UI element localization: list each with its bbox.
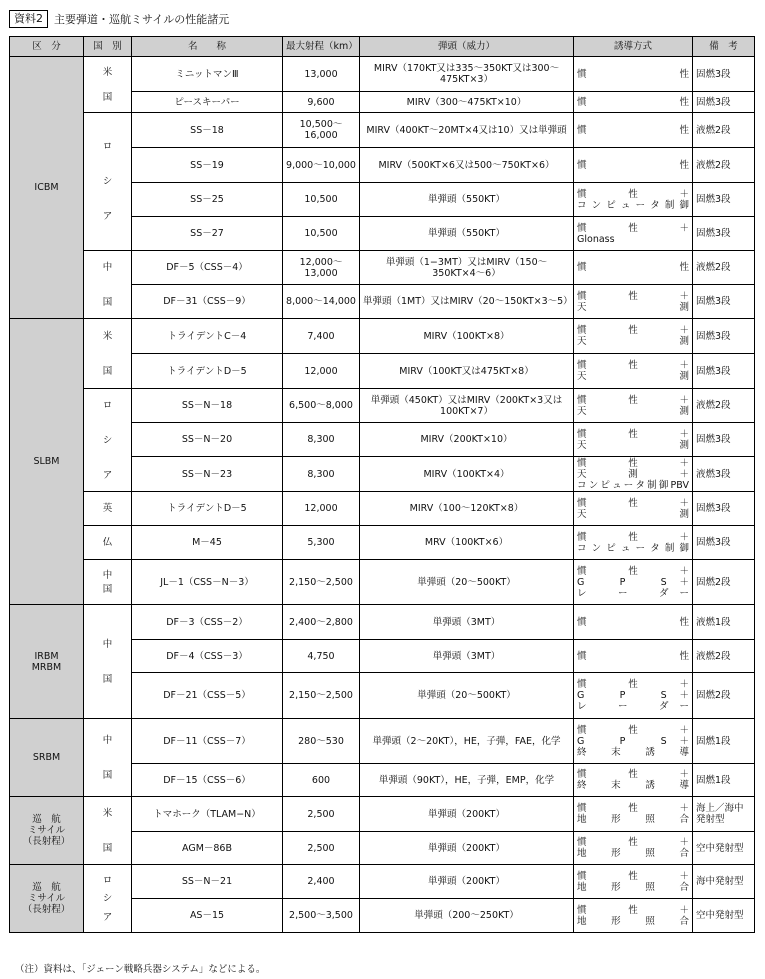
remarks-cell: 液燃2段 <box>693 251 755 285</box>
category-cell: ICBM <box>10 57 84 319</box>
warhead-cell: 単弾頭（200KT） <box>360 865 574 899</box>
category-cell: 巡 航 ミサイル （長射程） <box>10 797 84 865</box>
guidance-cell: 慣 性 ＋ コンピュータ制御 <box>574 526 693 560</box>
guidance-cell: 慣 性 ＋ 天 測 <box>574 354 693 389</box>
guidance-cell: 慣 性 ＋ 天 測 ＋ コンピュータ制御PBV <box>574 457 693 492</box>
missile-name-cell: SS－27 <box>132 217 283 251</box>
country-cell: ロ シ ア <box>84 389 132 492</box>
country-cell: 米 国 <box>84 319 132 389</box>
remarks-cell: 海上／海中発射型 <box>693 797 755 832</box>
range-cell: 8,300 <box>283 457 360 492</box>
range-cell: 600 <box>283 764 360 797</box>
guidance-cell: 慣 性 ＋ G P S ＋ レ ー ダ ー <box>574 673 693 719</box>
range-cell: 280〜530 <box>283 719 360 764</box>
table-row <box>10 319 755 354</box>
missile-name-cell: SS－N－23 <box>132 457 283 492</box>
range-cell: 8,300 <box>283 423 360 457</box>
country-cell: 中 国 <box>84 719 132 797</box>
country-cell: ロ シ ア <box>84 113 132 251</box>
guidance-cell: 慣 性 ＋ Glonass <box>574 217 693 251</box>
remarks-cell: 固燃3段 <box>693 526 755 560</box>
remarks-cell: 固燃3段 <box>693 57 755 92</box>
warhead-cell: 単弾頭（200KT） <box>360 797 574 832</box>
remarks-cell: 固燃3段 <box>693 183 755 217</box>
remarks-cell: 固燃3段 <box>693 217 755 251</box>
category-cell: IRBM MRBM <box>10 605 84 719</box>
remarks-cell: 固燃3段 <box>693 319 755 354</box>
category-cell: SRBM <box>10 719 84 797</box>
remarks-cell: 固燃3段 <box>693 423 755 457</box>
range-cell: 9,000〜10,000 <box>283 148 360 183</box>
remarks-cell: 固燃1段 <box>693 764 755 797</box>
missile-name-cell: DF－31（CSS－9） <box>132 285 283 319</box>
header-remarks: 備 考 <box>693 37 755 57</box>
guidance-cell: 慣 性 <box>574 251 693 285</box>
guidance-cell: 慣 性 ＋ 終 末 誘 導 <box>574 764 693 797</box>
guidance-cell: 慣 性 ＋ コンピュータ制御 <box>574 183 693 217</box>
range-cell: 7,400 <box>283 319 360 354</box>
missile-name-cell: DF－3（CSS－2） <box>132 605 283 640</box>
warhead-cell: 単弾頭（20〜500KT） <box>360 560 574 605</box>
missile-name-cell: DF－5（CSS－4） <box>132 251 283 285</box>
header-row <box>10 37 755 57</box>
guidance-cell: 慣 性 ＋ 地 形 照 合 <box>574 865 693 899</box>
range-cell: 13,000 <box>283 57 360 92</box>
footnote: （注）資料は、「ジェーン戦略兵器システム」などによる。 <box>15 964 266 975</box>
range-cell: 12,000〜13,000 <box>283 251 360 285</box>
remarks-cell: 固燃3段 <box>693 492 755 526</box>
missile-name-cell: トライデントC－4 <box>132 319 283 354</box>
missile-name-cell: DF－4（CSS－3） <box>132 640 283 673</box>
warhead-cell: MRV（100KT×6） <box>360 526 574 560</box>
range-cell: 12,000 <box>283 492 360 526</box>
header-guidance: 誘導方式 <box>574 37 693 57</box>
guidance-cell: 慣 性 <box>574 640 693 673</box>
range-cell: 2,500 <box>283 832 360 865</box>
remarks-cell: 固燃3段 <box>693 285 755 319</box>
guidance-cell: 慣 性 <box>574 92 693 113</box>
missile-name-cell: SS－N－21 <box>132 865 283 899</box>
table-row <box>10 389 755 423</box>
missile-name-cell: SS－N－20 <box>132 423 283 457</box>
missile-name-cell: DF－21（CSS－5） <box>132 673 283 719</box>
guidance-cell: 慣 性 ＋ G P S ＋ 終 末 誘 導 <box>574 719 693 764</box>
missile-name-cell: ピースキーパー <box>132 92 283 113</box>
table-row <box>10 560 755 605</box>
country-cell: 英 <box>84 492 132 526</box>
remarks-cell: 液燃2段 <box>693 113 755 148</box>
range-cell: 9,600 <box>283 92 360 113</box>
table-row <box>10 113 755 148</box>
warhead-cell: MIRV（500KT×6又は500〜750KT×6） <box>360 148 574 183</box>
document-title: 主要弾道・巡航ミサイルの性能諸元 <box>54 13 230 26</box>
warhead-cell: 単弾頭（200KT） <box>360 832 574 865</box>
country-cell: 中 国 <box>84 560 132 605</box>
guidance-cell: 慣 性 <box>574 113 693 148</box>
document-label: 資料2 <box>9 10 48 28</box>
range-cell: 8,000〜14,000 <box>283 285 360 319</box>
remarks-cell: 固燃1段 <box>693 719 755 764</box>
remarks-cell: 液燃2段 <box>693 640 755 673</box>
remarks-cell: 液燃2段 <box>693 389 755 423</box>
range-cell: 2,400〜2,800 <box>283 605 360 640</box>
range-cell: 10,500 <box>283 183 360 217</box>
warhead-cell: 単弾頭（3MT） <box>360 640 574 673</box>
missile-name-cell: JL－1（CSS－N－3） <box>132 560 283 605</box>
missile-name-cell: M－45 <box>132 526 283 560</box>
header-name: 名 称 <box>132 37 283 57</box>
warhead-cell: MIRV（300〜475KT×10） <box>360 92 574 113</box>
table-row <box>10 526 755 560</box>
header-category: 区 分 <box>10 37 84 57</box>
category-cell: 巡 航 ミサイル （長射程） <box>10 865 84 933</box>
country-cell: 米 国 <box>84 57 132 113</box>
range-cell: 2,500〜3,500 <box>283 899 360 933</box>
remarks-cell: 液燃3段 <box>693 457 755 492</box>
table-row <box>10 719 755 764</box>
guidance-cell: 慣 性 ＋ 地 形 照 合 <box>574 899 693 933</box>
guidance-cell: 慣 性 ＋ 天 測 <box>574 389 693 423</box>
missile-name-cell: SS－18 <box>132 113 283 148</box>
missile-name-cell: SS－N－18 <box>132 389 283 423</box>
header-country: 国 別 <box>84 37 132 57</box>
missile-name-cell: ミニットマンⅢ <box>132 57 283 92</box>
warhead-cell: 単弾頭（550KT） <box>360 183 574 217</box>
warhead-cell: MIRV（100KT×8） <box>360 319 574 354</box>
remarks-cell: 空中発射型 <box>693 899 755 933</box>
header-warhead: 弾頭（威力） <box>360 37 574 57</box>
category-cell: SLBM <box>10 319 84 605</box>
warhead-cell: 単弾頭（200〜250KT） <box>360 899 574 933</box>
table-row <box>10 605 755 640</box>
remarks-cell: 海中発射型 <box>693 865 755 899</box>
warhead-cell: 単弾頭（1MT）又はMIRV（20〜150KT×3〜5） <box>360 285 574 319</box>
warhead-cell: 単弾頭（20〜500KT） <box>360 673 574 719</box>
warhead-cell: MIRV（100KT又は475KT×8） <box>360 354 574 389</box>
missile-name-cell: トマホーク（TLAM−N） <box>132 797 283 832</box>
country-cell: 中 国 <box>84 605 132 719</box>
warhead-cell: 単弾頭（1−3MT）又はMIRV（150〜350KT×4〜6） <box>360 251 574 285</box>
range-cell: 12,000 <box>283 354 360 389</box>
range-cell: 6,500〜8,000 <box>283 389 360 423</box>
guidance-cell: 慣 性 ＋ 地 形 照 合 <box>574 797 693 832</box>
range-cell: 10,500 <box>283 217 360 251</box>
table-row <box>10 251 755 285</box>
table-row <box>10 797 755 832</box>
guidance-cell: 慣 性 <box>574 57 693 92</box>
range-cell: 4,750 <box>283 640 360 673</box>
warhead-cell: MIRV（170KT又は335〜350KT又は300〜475KT×3） <box>360 57 574 92</box>
missile-spec-table-wrapper <box>9 36 754 933</box>
missile-name-cell: SS－25 <box>132 183 283 217</box>
remarks-cell: 液燃2段 <box>693 148 755 183</box>
range-cell: 2,150〜2,500 <box>283 560 360 605</box>
missile-name-cell: トライデントD－5 <box>132 354 283 389</box>
guidance-cell: 慣 性 ＋ 天 測 <box>574 423 693 457</box>
table-row <box>10 57 755 92</box>
missile-name-cell: DF－11（CSS－7） <box>132 719 283 764</box>
country-cell: ロ シ ア <box>84 865 132 933</box>
guidance-cell: 慣 性 ＋ 天 測 <box>574 285 693 319</box>
country-cell: 米 国 <box>84 797 132 865</box>
warhead-cell: MIRV（200KT×10） <box>360 423 574 457</box>
missile-spec-table <box>9 36 755 933</box>
range-cell: 2,150〜2,500 <box>283 673 360 719</box>
warhead-cell: 単弾頭（2〜20KT），HE，子弾，FAE，化学 <box>360 719 574 764</box>
warhead-cell: MIRV（400KT〜20MT×4又は10）又は単弾頭 <box>360 113 574 148</box>
guidance-cell: 慣 性 ＋ 天 測 <box>574 492 693 526</box>
remarks-cell: 空中発射型 <box>693 832 755 865</box>
missile-name-cell: トライデントD－5 <box>132 492 283 526</box>
remarks-cell: 液燃1段 <box>693 605 755 640</box>
warhead-cell: 単弾頭（550KT） <box>360 217 574 251</box>
missile-name-cell: AS－15 <box>132 899 283 933</box>
table-body <box>10 57 755 933</box>
country-cell: 中 国 <box>84 251 132 319</box>
missile-name-cell: AGM－86B <box>132 832 283 865</box>
warhead-cell: MIRV（100KT×4） <box>360 457 574 492</box>
range-cell: 5,300 <box>283 526 360 560</box>
missile-name-cell: SS－19 <box>132 148 283 183</box>
remarks-cell: 固燃2段 <box>693 673 755 719</box>
guidance-cell: 慣 性 <box>574 605 693 640</box>
guidance-cell: 慣 性 ＋ G P S ＋ レ ー ダ ー <box>574 560 693 605</box>
remarks-cell: 固燃3段 <box>693 92 755 113</box>
guidance-cell: 慣 性 <box>574 148 693 183</box>
remarks-cell: 固燃3段 <box>693 354 755 389</box>
country-cell: 仏 <box>84 526 132 560</box>
range-cell: 2,400 <box>283 865 360 899</box>
range-cell: 10,500〜16,000 <box>283 113 360 148</box>
warhead-cell: 単弾頭（450KT）又はMIRV（200KT×3又は100KT×7） <box>360 389 574 423</box>
warhead-cell: 単弾頭（90KT），HE，子弾，EMP，化学 <box>360 764 574 797</box>
guidance-cell: 慣 性 ＋ 天 測 <box>574 319 693 354</box>
document-header <box>9 9 229 29</box>
table-row <box>10 492 755 526</box>
header-range: 最大射程（km） <box>283 37 360 57</box>
remarks-cell: 固燃2段 <box>693 560 755 605</box>
range-cell: 2,500 <box>283 797 360 832</box>
table-row <box>10 865 755 899</box>
missile-name-cell: DF－15（CSS－6） <box>132 764 283 797</box>
guidance-cell: 慣 性 ＋ 地 形 照 合 <box>574 832 693 865</box>
warhead-cell: 単弾頭（3MT） <box>360 605 574 640</box>
warhead-cell: MIRV（100〜120KT×8） <box>360 492 574 526</box>
